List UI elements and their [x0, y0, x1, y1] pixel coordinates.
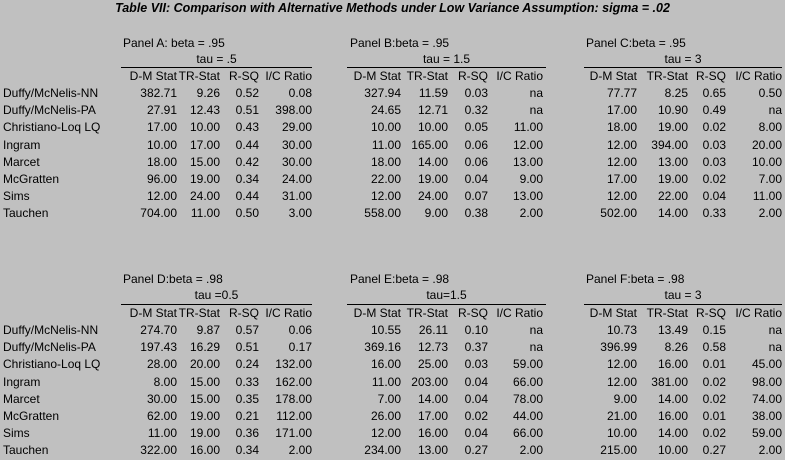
panel-title: Panel A: beta = .95 — [123, 36, 225, 50]
method-label: Duffy/McNelis-PA — [3, 103, 96, 118]
table-cell: 0.07 — [464, 189, 488, 204]
table-cell: 132.00 — [275, 357, 312, 372]
panel-tau: tau = 3 — [664, 288, 702, 302]
table-cell: na — [529, 340, 543, 355]
table-cell: 11.00 — [190, 206, 220, 221]
panel-title: Panel C:beta = .95 — [586, 36, 686, 50]
table-cell: 26.11 — [418, 323, 448, 337]
table-cell: 0.58 — [702, 340, 726, 355]
panel-title: Panel F:beta = .98 — [586, 272, 685, 286]
table-cell: 22.00 — [657, 189, 688, 204]
column-header: I/C Ratio — [735, 69, 782, 83]
table-cell: 38.00 — [751, 409, 782, 423]
table-cell: 178.00 — [275, 391, 312, 406]
table-cell: 12.00 — [606, 189, 637, 204]
table-cell: 0.03 — [464, 86, 488, 100]
table-cell: 17.00 — [146, 120, 177, 135]
table-cell: 9.26 — [196, 86, 220, 100]
table-cell: 30.00 — [281, 137, 312, 152]
column-header: TR-Stat — [646, 69, 688, 83]
column-header: TR-Stat — [406, 69, 448, 83]
table-cell: 234.00 — [364, 443, 401, 458]
method-label: Ingram — [3, 374, 41, 389]
table-cell: 10.90 — [657, 103, 688, 118]
table-cell: 19.00 — [189, 409, 220, 423]
table-cell: 29.00 — [281, 120, 312, 135]
table-cell: 14.00 — [417, 154, 448, 169]
table-cell: 12.00 — [370, 189, 401, 204]
table-cell: 0.03 — [702, 154, 726, 169]
table-cell: 13.00 — [512, 154, 543, 169]
table-cell: 197.43 — [140, 340, 177, 355]
table-cell: 0.51 — [235, 103, 259, 118]
table-cell: 45.00 — [751, 357, 782, 372]
table-cell: 0.02 — [464, 409, 488, 423]
table-cell: 0.04 — [464, 374, 488, 389]
table-cell: 704.00 — [140, 206, 177, 221]
column-header: R-SQ — [458, 306, 488, 320]
table-cell: 12.00 — [606, 374, 637, 389]
table-cell: 96.00 — [146, 172, 177, 186]
table-cell: 0.36 — [235, 426, 259, 441]
column-header: D-M Stat — [353, 69, 401, 83]
table-cell: 14.00 — [417, 391, 448, 406]
table-cell: 0.02 — [702, 391, 726, 406]
table-cell: 16.29 — [189, 340, 220, 355]
panel-tau: tau = .5 — [196, 52, 237, 66]
table-cell: 15.00 — [189, 391, 220, 406]
table-cell: 27.91 — [146, 103, 177, 118]
table-cell: 0.42 — [235, 154, 259, 169]
table-cell: 13.49 — [657, 323, 688, 337]
table-cell: 78.00 — [512, 391, 543, 406]
table-cell: 17.00 — [606, 103, 637, 118]
table-cell: 66.00 — [512, 374, 543, 389]
table-cell: 31.00 — [281, 189, 312, 204]
table-cell: 59.00 — [751, 426, 782, 441]
table-cell: 0.02 — [702, 426, 726, 441]
table-cell: 112.00 — [276, 409, 312, 423]
table-cell: 165.00 — [411, 137, 448, 152]
column-header: D-M Stat — [589, 69, 637, 83]
table-cell: 0.04 — [464, 391, 488, 406]
table-cell: 9.00 — [424, 206, 448, 221]
table-cell: 10.00 — [417, 120, 448, 135]
table-cell: 18.00 — [146, 154, 177, 169]
table-cell: na — [529, 323, 543, 337]
table-cell: 8.00 — [758, 120, 782, 135]
table-cell: na — [529, 86, 543, 100]
panel-title: Panel E:beta = .98 — [350, 272, 450, 286]
table-cell: 8.00 — [153, 374, 177, 389]
table-cell: 274.70 — [140, 323, 177, 337]
table-cell: 8.25 — [664, 86, 688, 100]
table-cell: 16.00 — [370, 357, 401, 372]
table-cell: na — [768, 323, 782, 337]
table-cell: 327.94 — [364, 86, 401, 100]
table-cell: 0.24 — [235, 357, 259, 372]
table-cell: 19.00 — [657, 120, 688, 135]
table-cell: 0.15 — [702, 323, 726, 337]
table-cell: 14.00 — [657, 391, 688, 406]
table-cell: 12.00 — [606, 357, 637, 372]
table-cell: 0.02 — [702, 172, 726, 186]
table-cell: 0.27 — [464, 443, 488, 458]
table-cell: 19.00 — [657, 172, 688, 186]
method-label: Sims — [3, 426, 30, 441]
table-cell: 12.00 — [146, 189, 177, 204]
table-cell: 24.00 — [417, 189, 448, 204]
table-cell: 18.00 — [606, 120, 637, 135]
table-cell: 12.71 — [417, 103, 448, 118]
table-cell: 0.01 — [702, 357, 726, 372]
table-cell: 558.00 — [364, 206, 401, 221]
table-cell: 0.03 — [702, 137, 726, 152]
table-cell: 0.04 — [464, 172, 488, 186]
table-cell: 11.59 — [418, 86, 448, 100]
panel-tau: tau =0.5 — [194, 288, 239, 302]
table-cell: 0.34 — [235, 443, 259, 458]
table-cell: 0.33 — [702, 206, 726, 221]
table-cell: 0.50 — [235, 206, 259, 221]
table-cell: 59.00 — [512, 357, 543, 372]
table-cell: 14.00 — [657, 206, 688, 221]
table-cell: 14.00 — [657, 426, 688, 441]
table-cell: 2.00 — [519, 206, 543, 221]
column-header: TR-Stat — [646, 306, 688, 320]
table-cell: 0.03 — [464, 357, 488, 372]
table-cell: 382.71 — [140, 86, 177, 100]
table-cell: 2.00 — [758, 206, 782, 221]
table-cell: 0.04 — [464, 426, 488, 441]
table-cell: 9.87 — [196, 323, 220, 337]
table-cell: 17.00 — [189, 137, 220, 152]
table-cell: 10.00 — [657, 443, 688, 458]
table-cell: 12.00 — [606, 154, 637, 169]
table-cell: 24.65 — [370, 103, 401, 118]
table-cell: 0.06 — [464, 154, 488, 169]
method-label: Marcet — [3, 391, 40, 406]
table-cell: 0.33 — [235, 374, 259, 389]
column-header: TR-Stat — [178, 69, 220, 83]
table-cell: 0.65 — [702, 86, 726, 100]
table-cell: 26.00 — [370, 409, 401, 423]
table-cell: 10.73 — [606, 323, 637, 337]
table-cell: 0.06 — [288, 323, 312, 337]
column-header: R-SQ — [229, 306, 259, 320]
table-cell: na — [529, 103, 543, 118]
table-cell: 16.00 — [657, 409, 688, 423]
table-cell: 22.00 — [370, 172, 401, 186]
table-cell: 9.00 — [613, 391, 637, 406]
table-cell: 381.00 — [651, 374, 688, 389]
table-cell: 3.00 — [288, 206, 312, 221]
table-cell: 0.38 — [464, 206, 488, 221]
table-cell: 11.00 — [752, 189, 782, 204]
column-header: I/C Ratio — [265, 69, 312, 83]
column-header: D-M Stat — [589, 306, 637, 320]
table-cell: 24.00 — [189, 189, 220, 204]
table-cell: 2.00 — [758, 443, 782, 458]
table-cell: 19.00 — [417, 172, 448, 186]
table-cell: 11.00 — [371, 374, 401, 389]
table-cell: 0.37 — [464, 340, 488, 355]
table-cell: 0.43 — [235, 120, 259, 135]
table-cell: 98.00 — [751, 374, 782, 389]
column-header: D-M Stat — [129, 69, 177, 83]
method-label: Tauchen — [3, 443, 49, 458]
table-cell: 16.00 — [189, 443, 220, 458]
table-cell: 0.17 — [288, 340, 312, 355]
table-cell: 20.00 — [189, 357, 220, 372]
column-header: D-M Stat — [353, 306, 401, 320]
table-cell: 44.00 — [512, 409, 543, 423]
column-header: TR-Stat — [178, 306, 220, 320]
table-cell: 0.57 — [235, 323, 259, 337]
method-label: Christiano-Loq LQ — [3, 357, 101, 372]
table-cell: 15.00 — [189, 374, 220, 389]
table-cell: 0.27 — [702, 443, 726, 458]
table-cell: 10.00 — [606, 426, 637, 441]
table-cell: 12.43 — [189, 103, 220, 118]
table-cell: 20.00 — [751, 137, 782, 152]
table-cell: 28.00 — [146, 357, 177, 372]
method-label: Duffy/McNelis-NN — [3, 323, 99, 337]
method-label: McGratten — [3, 409, 60, 423]
table-cell: 162.00 — [275, 374, 312, 389]
table-cell: 11.00 — [513, 120, 543, 135]
table-cell: 0.01 — [702, 409, 726, 423]
table-cell: 16.00 — [417, 426, 448, 441]
table-cell: 30.00 — [146, 391, 177, 406]
table-cell: 502.00 — [600, 206, 637, 221]
table-cell: 21.00 — [606, 409, 637, 423]
column-header: I/C Ratio — [496, 69, 543, 83]
method-label: Duffy/McNelis-PA — [3, 340, 96, 355]
table-cell: 203.00 — [411, 374, 448, 389]
table-cell: 10.00 — [189, 120, 220, 135]
table-cell: 0.05 — [464, 120, 488, 135]
column-header: TR-Stat — [406, 306, 448, 320]
column-header: I/C Ratio — [265, 306, 312, 320]
table-cell: 0.49 — [702, 103, 726, 118]
table-cell: 171.00 — [275, 426, 312, 441]
table-cell: 322.00 — [140, 443, 177, 458]
table-cell: 369.16 — [364, 340, 401, 355]
table-cell: 2.00 — [519, 443, 543, 458]
table-cell: 62.00 — [146, 409, 177, 423]
table-cell: 0.32 — [464, 103, 488, 118]
table-cell: 215.00 — [600, 443, 637, 458]
method-label: Ingram — [3, 137, 41, 152]
table-cell: na — [768, 103, 782, 118]
table-cell: 12.00 — [370, 426, 401, 441]
table-cell: 13.00 — [512, 189, 543, 204]
table-cell: 8.26 — [664, 340, 688, 355]
table-cell: 10.55 — [370, 323, 401, 337]
table-cell: 10.00 — [751, 154, 782, 169]
table-cell: 25.00 — [417, 357, 448, 372]
table-cell: 77.77 — [606, 86, 637, 100]
table-cell: 10.00 — [146, 137, 177, 152]
table-cell: 17.00 — [417, 409, 448, 423]
table-cell: 0.04 — [702, 189, 726, 204]
column-header: R-SQ — [458, 69, 488, 83]
table-cell: 0.08 — [288, 86, 312, 100]
table-cell: 16.00 — [657, 357, 688, 372]
table-cell: 396.99 — [600, 340, 637, 355]
table-cell: 394.00 — [651, 137, 688, 152]
table-cell: 74.00 — [751, 391, 782, 406]
table-cell: 11.00 — [147, 426, 177, 441]
table-cell: 0.21 — [235, 409, 259, 423]
table-cell: 0.44 — [235, 137, 259, 152]
table-cell: 24.00 — [281, 172, 312, 186]
table-cell: 0.44 — [235, 189, 259, 204]
column-header: D-M Stat — [129, 306, 177, 320]
panel-tau: tau=1.5 — [426, 288, 467, 302]
panel-title: Panel B:beta = .95 — [350, 36, 450, 50]
table-cell: 12.00 — [606, 137, 637, 152]
table-cell: 398.00 — [275, 103, 312, 118]
column-header: I/C Ratio — [496, 306, 543, 320]
table-cell: 66.00 — [512, 426, 543, 441]
table-cell: 18.00 — [370, 154, 401, 169]
table-cell: 30.00 — [281, 154, 312, 169]
table-cell: 12.73 — [417, 340, 448, 355]
column-header: R-SQ — [696, 69, 726, 83]
method-label: Sims — [3, 189, 30, 204]
table-cell: 12.00 — [512, 137, 543, 152]
panel-tau: tau = 3 — [664, 52, 702, 66]
table-cell: 0.10 — [464, 323, 488, 337]
method-label: Christiano-Loq LQ — [3, 120, 101, 135]
table-cell: 19.00 — [189, 426, 220, 441]
table-cell: 0.02 — [702, 120, 726, 135]
table-cell: 15.00 — [189, 154, 220, 169]
table-cell: 0.51 — [235, 340, 259, 355]
table-cell: 9.00 — [519, 172, 543, 186]
method-label: Duffy/McNelis-NN — [3, 86, 99, 100]
table-cell: na — [768, 340, 782, 355]
table-cell: 13.00 — [657, 154, 688, 169]
table-cell: 0.34 — [235, 172, 259, 186]
table-cell: 10.00 — [370, 120, 401, 135]
table-cell: 11.00 — [371, 137, 401, 152]
table-cell: 19.00 — [189, 172, 220, 186]
table-cell: 0.02 — [702, 374, 726, 389]
column-header: R-SQ — [229, 69, 259, 83]
table-cell: 0.52 — [235, 86, 259, 100]
table-cell: 0.35 — [235, 391, 259, 406]
column-header: I/C Ratio — [735, 306, 782, 320]
panel-title: Panel D:beta = .98 — [123, 272, 223, 286]
table-cell: 0.06 — [464, 137, 488, 152]
table-cell: 2.00 — [288, 443, 312, 458]
table-cell: 7.00 — [758, 172, 782, 186]
table-cell: 7.00 — [377, 391, 401, 406]
table-title: Table VII: Comparison with Alternative Methods under Low Variance Assumption: sigma = .02 — [115, 1, 670, 15]
method-label: Marcet — [3, 154, 40, 169]
panel-tau: tau = 1.5 — [422, 52, 471, 66]
table-cell: 13.00 — [417, 443, 448, 458]
method-label: McGratten — [3, 172, 60, 186]
method-label: Tauchen — [3, 206, 49, 221]
column-header: R-SQ — [696, 306, 726, 320]
table-cell: 0.50 — [758, 86, 782, 100]
table-cell: 17.00 — [606, 172, 637, 186]
